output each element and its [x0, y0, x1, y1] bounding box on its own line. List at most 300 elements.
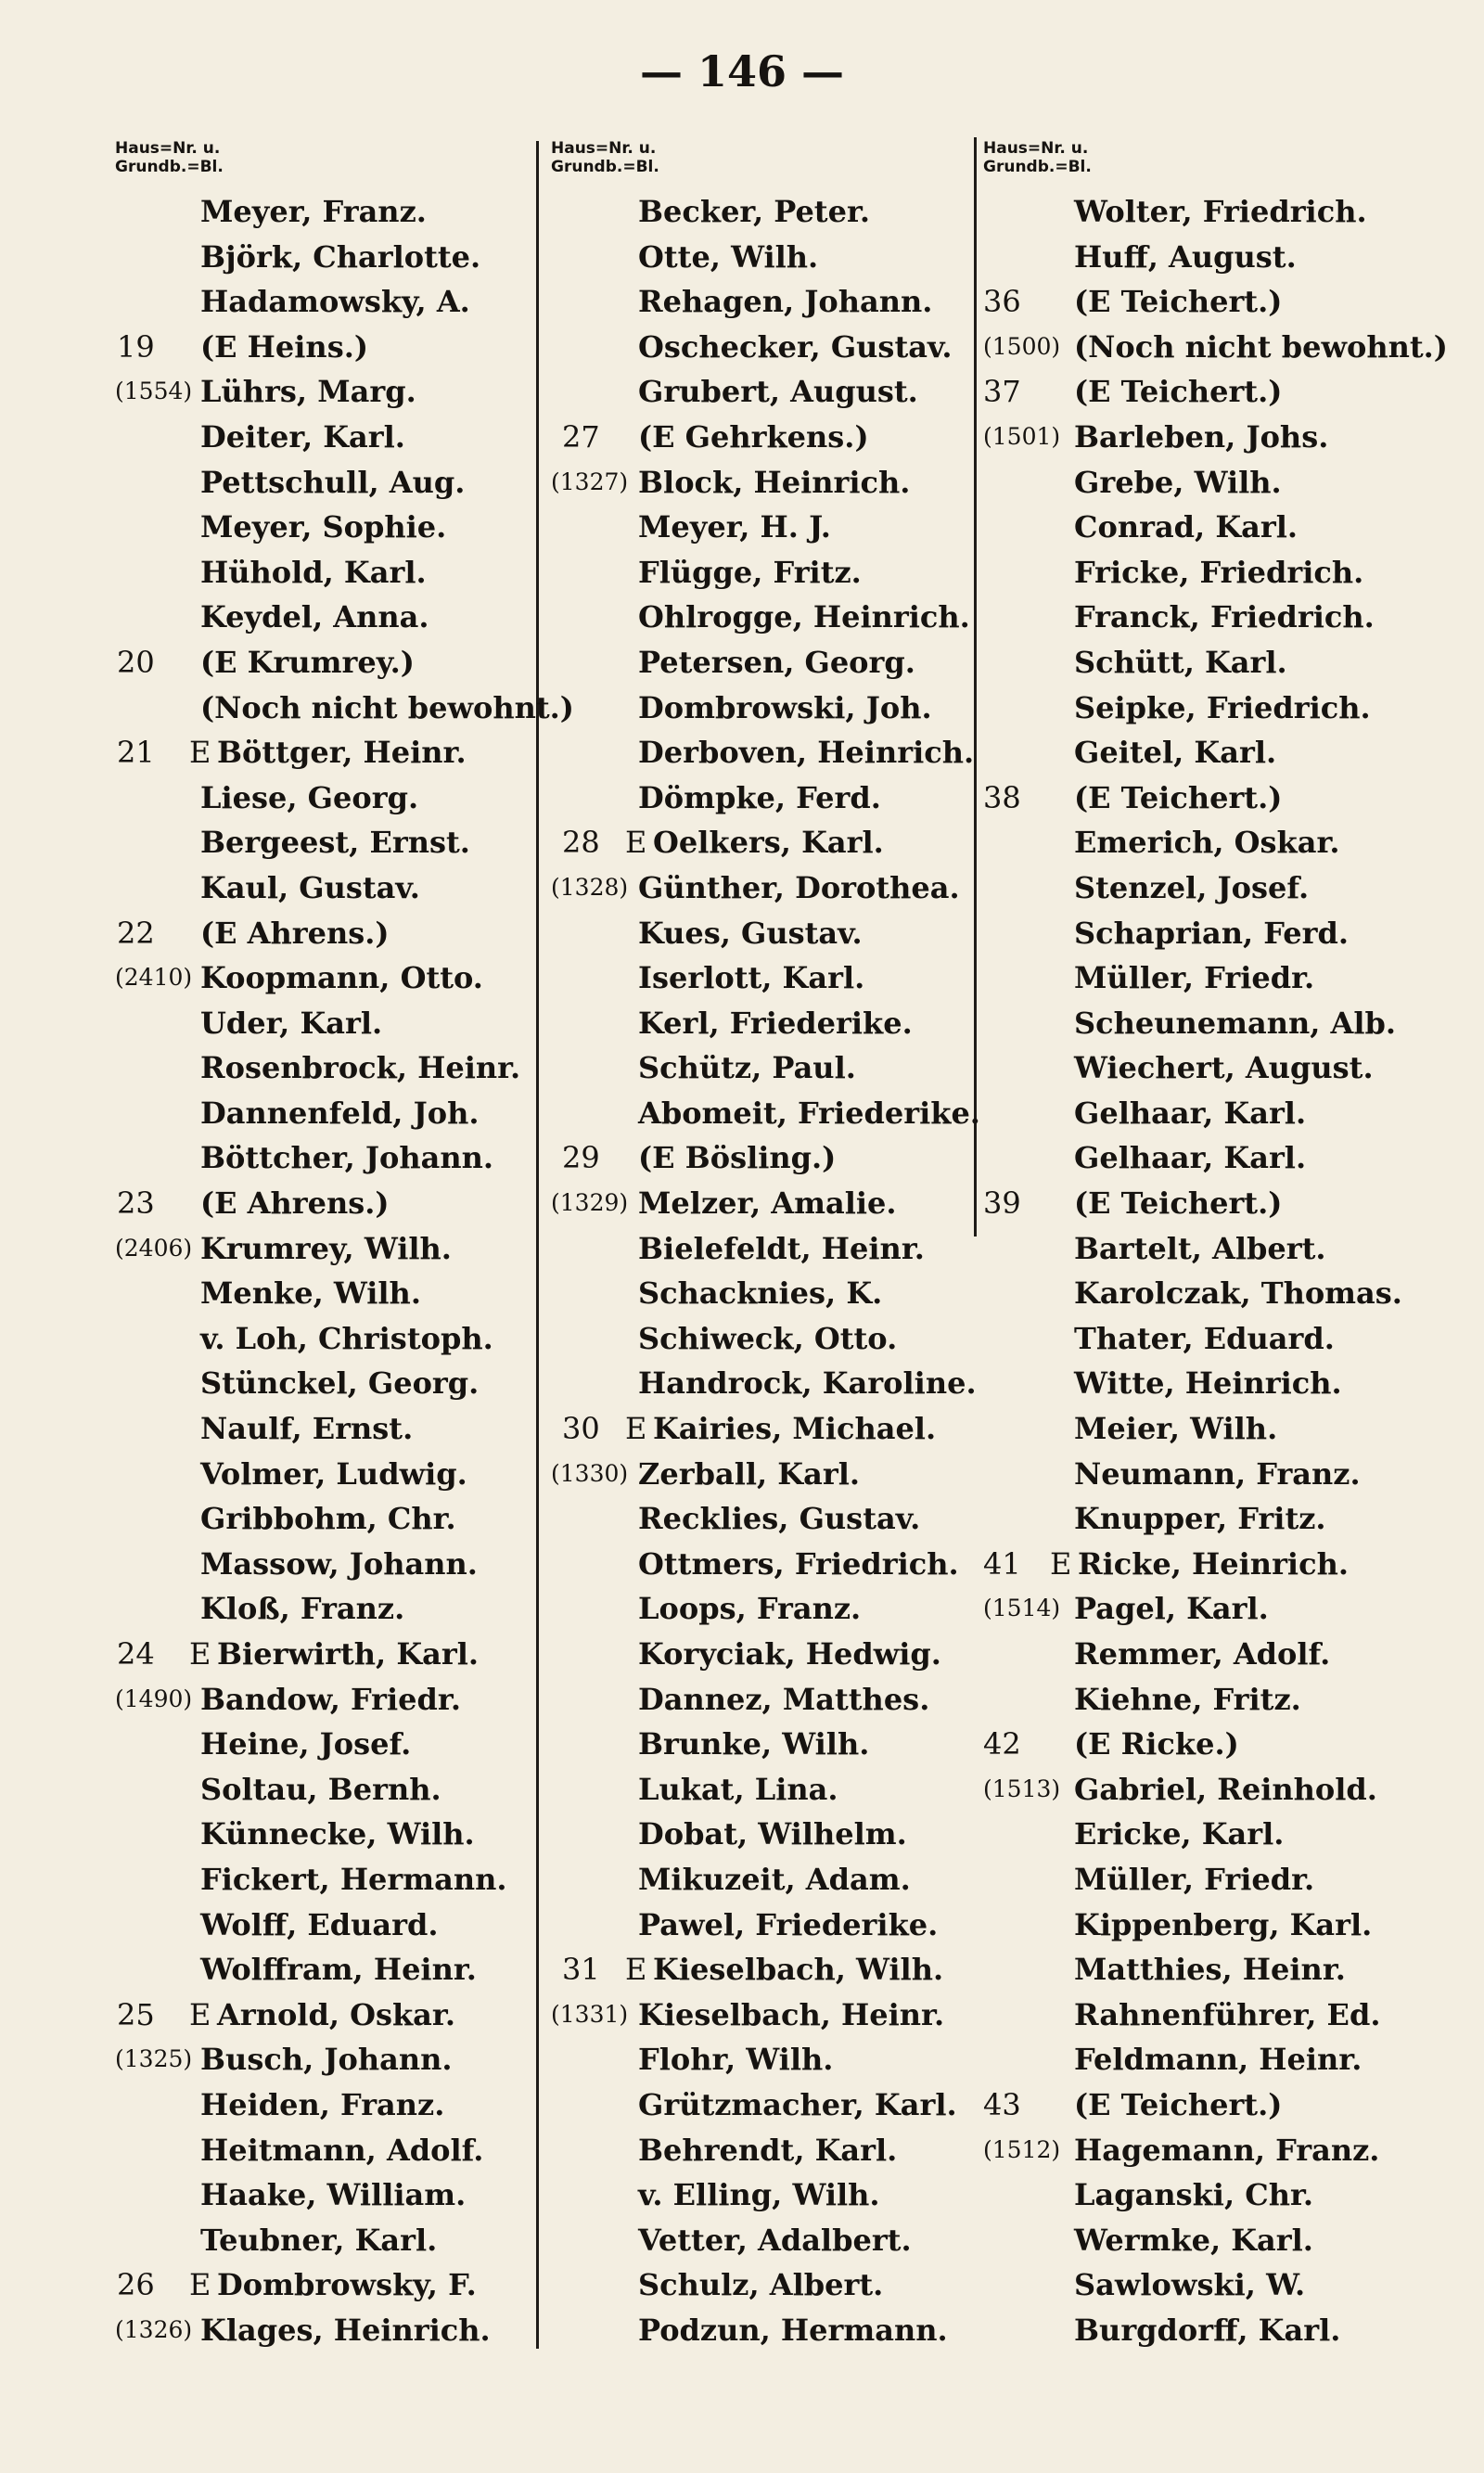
directory-entry: [983, 1226, 1475, 1272]
directory-entry: [983, 1001, 1475, 1046]
directory-entry: [115, 1406, 532, 1452]
land-register-number: (1326): [115, 2315, 193, 2343]
directory-entry: [983, 911, 1475, 956]
directory-entry: [551, 1316, 970, 1362]
directory-entry: [551, 415, 970, 460]
directory-entry: [115, 820, 532, 865]
directory-entry: [551, 235, 970, 280]
directory-entry: [983, 2172, 1475, 2218]
land-register-number: (1514): [983, 1595, 1061, 1622]
directory-entry: [983, 865, 1475, 911]
directory-entry: [983, 1452, 1475, 1497]
directory-entry: [551, 595, 970, 640]
resident-name: Kippenberg, Karl.: [1074, 1906, 1373, 1942]
directory-entry: [551, 820, 970, 865]
resident-name: Iserlott, Karl.: [638, 960, 865, 996]
land-register-number: (1331): [551, 2000, 629, 2028]
directory-entry: [551, 279, 970, 325]
resident-name: Kloß, Franz.: [200, 1591, 405, 1627]
house-number: 42: [983, 1726, 1021, 1762]
directory-entry: [551, 686, 970, 731]
directory-entry: [115, 550, 532, 596]
house-number: 24: [117, 1636, 155, 1672]
directory-entry: [551, 2037, 970, 2082]
resident-name: Bergeest, Ernst.: [200, 825, 470, 861]
directory-entry: [551, 1677, 970, 1723]
resident-name: Müller, Friedr.: [1074, 1861, 1315, 1897]
house-number: 26: [117, 2267, 155, 2303]
directory-entry: [983, 325, 1475, 370]
resident-name: Recklies, Gustav.: [638, 1501, 921, 1537]
row-list: [115, 189, 574, 2353]
land-register-number: (1330): [551, 1459, 629, 1487]
resident-name: (E Krumrey.): [200, 644, 415, 680]
resident-name: Wolffram, Heinr.: [200, 1952, 477, 1988]
directory-entry: [983, 235, 1475, 280]
resident-name: Bielefeldt, Heinr.: [638, 1230, 925, 1266]
page-number: — 146 —: [639, 46, 845, 96]
directory-entry: [115, 1361, 532, 1406]
resident-name: Huff, August.: [1074, 238, 1297, 275]
directory-entry: [115, 2128, 532, 2173]
directory-entry: [551, 775, 970, 821]
resident-name: (E Teichert.): [1074, 284, 1283, 320]
house-number: 31: [562, 1952, 600, 1988]
resident-name: Schütt, Karl.: [1074, 644, 1287, 680]
directory-entry: [115, 1586, 532, 1632]
resident-name: Hadamowsky, A.: [200, 284, 470, 320]
directory-entry: [115, 2037, 532, 2082]
resident-name: Kues, Gustav.: [638, 915, 863, 951]
resident-name: Kerl, Friederike.: [638, 1005, 913, 1041]
directory-entry: [983, 415, 1475, 460]
resident-name: Grützmacher, Karl.: [638, 2086, 957, 2122]
resident-name: Pettschull, Aug.: [200, 464, 466, 500]
directory-entry: [983, 1767, 1475, 1813]
resident-name: Feldmann, Heinr.: [1074, 2042, 1362, 2078]
directory-entry: [983, 1406, 1475, 1452]
directory-entry: [551, 2308, 970, 2353]
resident-name: (E Heins.): [200, 328, 368, 365]
directory-entry: [551, 2082, 970, 2128]
owner-marker: E: [189, 1636, 211, 1672]
resident-name: Neumann, Franz.: [1074, 1455, 1361, 1492]
resident-name: Menke, Wilh.: [200, 1275, 421, 1312]
owner-marker: E: [625, 1411, 647, 1447]
resident-name: Petersen, Georg.: [638, 644, 915, 680]
directory-entry: [115, 1181, 532, 1226]
resident-name: Remmer, Adolf.: [1074, 1636, 1331, 1672]
resident-name: Heiden, Franz.: [200, 2086, 445, 2122]
column-rule-right: [974, 137, 977, 1236]
directory-entry: [115, 1947, 532, 1992]
directory-entry: [983, 1632, 1475, 1677]
house-number: 36: [983, 284, 1021, 320]
directory-entry: [983, 686, 1475, 731]
resident-name: Flohr, Wilh.: [638, 2042, 834, 2078]
directory-entry: [551, 1361, 977, 1406]
directory-entry: [115, 369, 532, 415]
land-register-number: (1500): [983, 332, 1061, 360]
resident-name: Böttcher, Johann.: [200, 1140, 494, 1176]
resident-name: Kiehne, Fritz.: [1074, 1681, 1301, 1717]
resident-name: Meyer, Franz.: [200, 194, 427, 229]
resident-name: Melzer, Amalie.: [638, 1185, 897, 1222]
house-number: 29: [562, 1140, 600, 1176]
resident-name: Witte, Heinrich.: [1074, 1365, 1342, 1402]
resident-name: Kieselbach, Wilh.: [653, 1952, 944, 1988]
resident-name: Brunke, Wilh.: [638, 1726, 870, 1762]
resident-name: Müller, Friedr.: [1074, 960, 1315, 996]
resident-name: Fricke, Friedrich.: [1074, 554, 1364, 590]
column-3: [983, 139, 1475, 2353]
resident-name: Handrock, Karoline.: [638, 1365, 977, 1402]
resident-name: Oschecker, Gustav.: [638, 328, 953, 365]
resident-name: Seipke, Friedrich.: [1074, 689, 1371, 725]
column-header: Haus=Nr. u. Grundb.=Bl.: [551, 139, 659, 176]
resident-name: Gelhaar, Karl.: [1074, 1140, 1307, 1176]
resident-name: Fickert, Hermann.: [200, 1861, 507, 1897]
resident-name: Günther, Dorothea.: [638, 869, 960, 905]
column-header: Haus=Nr. u. Grundb.=Bl.: [115, 139, 224, 176]
directory-entry: [983, 1903, 1475, 1948]
resident-name: Flügge, Fritz.: [638, 554, 862, 590]
resident-name: Schaprian, Ferd.: [1074, 915, 1349, 951]
directory-entry: [983, 1316, 1475, 1362]
column-header: Haus=Nr. u. Grundb.=Bl.: [983, 139, 1092, 176]
directory-entry: [983, 460, 1475, 506]
resident-name: Uder, Karl.: [200, 1005, 383, 1041]
directory-entry: [551, 1226, 970, 1272]
directory-entry: [983, 1586, 1475, 1632]
directory-entry: [551, 460, 970, 506]
directory-entry: [983, 505, 1475, 550]
directory-entry: [115, 189, 532, 235]
land-register-number: (2410): [115, 964, 193, 992]
resident-name: Wolff, Eduard.: [200, 1906, 439, 1942]
resident-name: Rosenbrock, Heinr.: [200, 1050, 521, 1086]
directory-entry: [983, 955, 1475, 1001]
land-register-number: (1490): [115, 1685, 193, 1712]
resident-name: Krumrey, Wilh.: [200, 1230, 452, 1266]
directory-entry: [983, 730, 1475, 775]
owner-marker: E: [625, 1952, 647, 1988]
directory-entry: [983, 775, 1475, 821]
resident-name: Ericke, Karl.: [1074, 1816, 1285, 1852]
resident-name: Otte, Wilh.: [638, 238, 819, 275]
resident-name: (E Teichert.): [1074, 2086, 1283, 2122]
directory-entry: [115, 1722, 532, 1767]
directory-entry: [551, 1091, 980, 1136]
resident-name: Rahnenführer, Ed.: [1074, 1996, 1381, 2032]
resident-name: Heine, Josef.: [200, 1726, 412, 1762]
resident-name: Hagemann, Franz.: [1074, 2132, 1380, 2168]
resident-name: Wermke, Karl.: [1074, 2222, 1313, 2258]
directory-entry: [115, 1632, 532, 1677]
directory-entry: [115, 1452, 532, 1497]
directory-entry: [983, 1271, 1475, 1316]
resident-name: Schulz, Albert.: [638, 2267, 884, 2303]
directory-entry: [551, 1857, 970, 1903]
resident-name: Pawel, Friederike.: [638, 1906, 939, 1942]
directory-entry: [115, 325, 532, 370]
directory-entry: [551, 1406, 970, 1452]
directory-entry: [115, 1316, 532, 1362]
resident-name: Grebe, Wilh.: [1074, 464, 1282, 500]
directory-entry: [115, 2172, 532, 2218]
resident-name: Derboven, Heinrich.: [638, 735, 975, 771]
house-number: 20: [117, 644, 155, 680]
directory-entry: [551, 911, 970, 956]
directory-entry: [551, 1181, 970, 1226]
directory-entry: [551, 369, 970, 415]
directory-entry: [115, 2082, 532, 2128]
house-number: 41: [983, 1545, 1021, 1582]
resident-name: Zerball, Karl.: [638, 1455, 860, 1492]
resident-name: Dannenfeld, Joh.: [200, 1095, 480, 1131]
resident-name: Ottmers, Friedrich.: [638, 1545, 959, 1582]
resident-name: (E Ahrens.): [200, 1185, 390, 1222]
house-number: 22: [117, 915, 155, 951]
resident-name: (E Ricke.): [1074, 1726, 1239, 1762]
land-register-number: (1329): [551, 1189, 629, 1217]
directory-entry: [983, 1091, 1475, 1136]
resident-name: Oelkers, Karl.: [653, 825, 884, 861]
directory-entry: [115, 686, 574, 731]
directory-entry: [983, 550, 1475, 596]
directory-entry: [551, 1452, 970, 1497]
directory-entry: [115, 775, 532, 821]
directory-entry: [551, 1586, 970, 1632]
resident-name: Keydel, Anna.: [200, 599, 429, 635]
resident-name: Heitmann, Adolf.: [200, 2132, 484, 2168]
resident-name: v. Loh, Christoph.: [200, 1320, 493, 1356]
house-number: 25: [117, 1996, 155, 2032]
resident-name: Liese, Georg.: [200, 779, 419, 815]
resident-name: Sawlowski, W.: [1074, 2267, 1306, 2303]
directory-entry: [115, 1496, 532, 1542]
directory-entry: [551, 1632, 970, 1677]
resident-name: Kairies, Michael.: [653, 1411, 937, 1447]
resident-name: Ricke, Heinrich.: [1078, 1545, 1349, 1582]
directory-entry: [983, 2128, 1475, 2173]
house-number: 23: [117, 1185, 155, 1222]
resident-name: (E Teichert.): [1074, 779, 1283, 815]
directory-entry: [115, 1857, 532, 1903]
resident-name: Böttger, Heinr.: [217, 735, 467, 771]
resident-name: (Noch nicht bewohnt.): [200, 689, 574, 725]
directory-entry: [115, 1091, 532, 1136]
house-number: 27: [562, 418, 600, 455]
resident-name: Mikuzeit, Adam.: [638, 1861, 911, 1897]
directory-entry: [551, 1542, 970, 1587]
resident-name: Volmer, Ludwig.: [200, 1455, 467, 1492]
directory-entry: [551, 1947, 970, 1992]
resident-name: Dombrowski, Joh.: [638, 689, 932, 725]
owner-marker: E: [189, 1996, 211, 2032]
land-register-number: (2406): [115, 1234, 193, 1262]
resident-name: Massow, Johann.: [200, 1545, 478, 1582]
resident-name: Dömpke, Ferd.: [638, 779, 881, 815]
resident-name: Künnecke, Wilh.: [200, 1816, 475, 1852]
directory-entry: [115, 1226, 532, 1272]
resident-name: Klages, Heinrich.: [200, 2312, 491, 2348]
directory-entry: [551, 1903, 970, 1948]
directory-entry: [115, 1767, 532, 1813]
resident-name: Ohlrogge, Heinrich.: [638, 599, 970, 635]
resident-name: Grubert, August.: [638, 374, 918, 410]
directory-entry: [983, 595, 1475, 640]
resident-name: Schiweck, Otto.: [638, 1320, 898, 1356]
directory-entry: [983, 1947, 1475, 1992]
resident-name: Koryciak, Hedwig.: [638, 1636, 941, 1672]
resident-name: Stenzel, Josef.: [1074, 869, 1310, 905]
resident-name: Laganski, Chr.: [1074, 2177, 1314, 2213]
resident-name: Becker, Peter.: [638, 194, 870, 229]
directory-entry: [551, 2218, 970, 2263]
resident-name: Stünckel, Georg.: [200, 1365, 480, 1402]
directory-entry: [983, 820, 1475, 865]
resident-name: Schacknies, K.: [638, 1275, 883, 1312]
resident-name: Vetter, Adalbert.: [638, 2222, 912, 2258]
directory-entry: [551, 1135, 970, 1181]
house-number: 37: [983, 374, 1021, 410]
resident-name: Meyer, Sophie.: [200, 509, 447, 545]
directory-entry: [115, 1992, 532, 2038]
directory-entry: [983, 1542, 1475, 1587]
resident-name: Rehagen, Johann.: [638, 284, 933, 320]
land-register-number: (1325): [115, 2045, 193, 2073]
resident-name: Gabriel, Reinhold.: [1074, 1771, 1377, 1807]
house-number: 38: [983, 779, 1021, 815]
directory-entry: [983, 1496, 1475, 1542]
directory-entry: [983, 2082, 1475, 2128]
resident-name: Gribbohm, Chr.: [200, 1501, 456, 1537]
directory-entry: [983, 1812, 1475, 1857]
land-register-number: (1513): [983, 1775, 1061, 1802]
resident-name: Franck, Friedrich.: [1074, 599, 1375, 635]
directory-entry: [115, 1045, 532, 1091]
resident-name: Block, Heinrich.: [638, 464, 911, 500]
resident-name: Gelhaar, Karl.: [1074, 1095, 1307, 1131]
resident-name: Kaul, Gustav.: [200, 869, 420, 905]
resident-name: (E Bösling.): [638, 1140, 837, 1176]
resident-name: Koopmann, Otto.: [200, 960, 483, 996]
directory-entry: [551, 505, 970, 550]
directory-entry: [551, 955, 970, 1001]
resident-name: Dobat, Wilhelm.: [638, 1816, 907, 1852]
directory-entry: [115, 1903, 532, 1948]
resident-name: Wolter, Friedrich.: [1074, 194, 1367, 229]
directory-entry: [551, 2128, 970, 2173]
resident-name: (E Ahrens.): [200, 915, 390, 951]
resident-name: Emerich, Oskar.: [1074, 825, 1340, 861]
resident-name: Karolczak, Thomas.: [1074, 1275, 1402, 1312]
directory-entry: [983, 1181, 1475, 1226]
directory-entry: [115, 2262, 532, 2308]
resident-name: Haake, William.: [200, 2177, 467, 2213]
directory-entry: [551, 2262, 970, 2308]
directory-entry: [983, 640, 1475, 686]
directory-entry: [551, 1812, 970, 1857]
directory-entry: [983, 369, 1475, 415]
resident-name: Matthies, Heinr.: [1074, 1952, 1346, 1988]
resident-name: Dannez, Matthes.: [638, 1681, 930, 1717]
directory-entry: [983, 1361, 1475, 1406]
directory-entry: [115, 2218, 532, 2263]
column-2: [551, 139, 980, 2353]
house-number: 30: [562, 1411, 600, 1447]
house-number: 28: [562, 825, 600, 861]
resident-name: (E Teichert.): [1074, 1185, 1283, 1222]
house-number: 39: [983, 1185, 1021, 1222]
resident-name: Meyer, H. J.: [638, 509, 831, 545]
directory-entry: [551, 1992, 970, 2038]
resident-name: Barleben, Johs.: [1074, 418, 1329, 455]
resident-name: Teubner, Karl.: [200, 2222, 438, 2258]
resident-name: Knupper, Fritz.: [1074, 1501, 1326, 1537]
owner-marker: E: [1050, 1545, 1072, 1582]
owner-marker: E: [625, 825, 647, 861]
resident-name: (E Gehrkens.): [638, 418, 869, 455]
resident-name: Hühold, Karl.: [200, 554, 427, 590]
resident-name: (Noch nicht bewohnt.): [1074, 328, 1448, 365]
directory-entry: [551, 865, 970, 911]
resident-name: Loops, Franz.: [638, 1591, 862, 1627]
directory-entry: [115, 2308, 532, 2353]
resident-name: Lukat, Lina.: [638, 1771, 838, 1807]
directory-entry: [551, 1001, 970, 1046]
directory-entry: [983, 1677, 1475, 1723]
resident-name: Björk, Charlotte.: [200, 238, 481, 275]
directory-entry: [115, 595, 532, 640]
directory-entry: [115, 911, 532, 956]
directory-entry: [551, 1271, 970, 1316]
resident-name: Podzun, Hermann.: [638, 2312, 948, 2348]
house-number: 21: [117, 735, 155, 771]
resident-name: Wiechert, August.: [1074, 1050, 1374, 1086]
directory-entry: [551, 325, 970, 370]
resident-name: Conrad, Karl.: [1074, 509, 1298, 545]
resident-name: Lührs, Marg.: [200, 374, 416, 410]
resident-name: Pagel, Karl.: [1074, 1591, 1269, 1627]
directory-entry: [115, 1271, 532, 1316]
directory-entry: [983, 1135, 1475, 1181]
directory-entry: [551, 189, 970, 235]
owner-marker: E: [189, 735, 211, 771]
resident-name: Bandow, Friedr.: [200, 1681, 461, 1717]
directory-entry: [115, 1677, 532, 1723]
land-register-number: (1328): [551, 873, 629, 901]
resident-name: Naulf, Ernst.: [200, 1411, 414, 1447]
directory-entry: [551, 2172, 970, 2218]
directory-entry: [115, 640, 532, 686]
directory-entry: [983, 1992, 1475, 2038]
resident-name: Busch, Johann.: [200, 2042, 453, 2078]
directory-entry: [551, 550, 970, 596]
directory-entry: [983, 189, 1475, 235]
resident-name: Burgdorff, Karl.: [1074, 2312, 1341, 2348]
resident-name: Abomeit, Friederike.: [638, 1095, 980, 1131]
resident-name: Schütz, Paul.: [638, 1050, 856, 1086]
house-number: 19: [117, 328, 155, 365]
directory-entry: [551, 730, 975, 775]
directory-entry: [983, 1857, 1475, 1903]
resident-name: Scheunemann, Alb.: [1074, 1005, 1397, 1041]
directory-entry: [983, 2308, 1475, 2353]
directory-entry: [115, 865, 532, 911]
directory-entry: [115, 955, 532, 1001]
